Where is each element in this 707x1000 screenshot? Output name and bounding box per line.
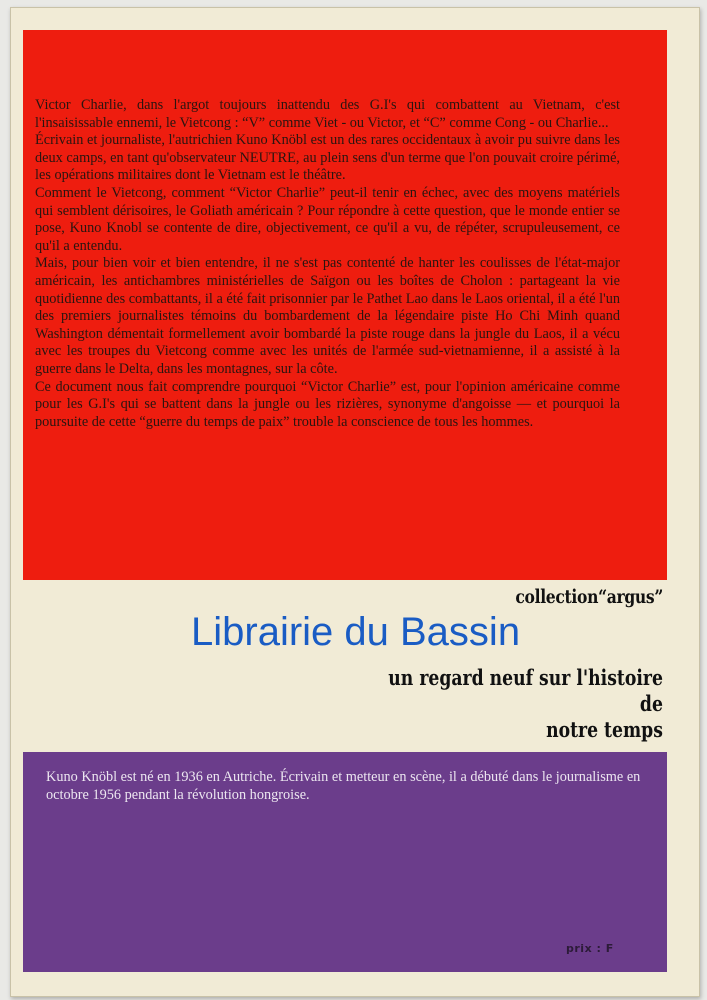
blurb-paragraph-1: Victor Charlie, dans l'argot toujours inattendu des G.I's qui combattent au Vietnam, c'est l'insaisissable ennemi, le Vietcong : “V” comme Viet - ou Victor, et “C” comme Cong - ou Charlie... bbox=[35, 97, 620, 131]
tagline-line-1: un regard neuf sur l'histoire bbox=[388, 665, 663, 690]
back-cover-blurb bbox=[35, 97, 620, 431]
tagline-line-2: de bbox=[640, 691, 663, 716]
collection-name: collection“argus” bbox=[515, 586, 663, 608]
blurb-paragraph-3: Comment le Vietcong, comment “Victor Charlie” peut-il tenir en échec, avec des moyens matériels qui semblent dérisoires, le Goliath américain ? Pour répondre à cette question, que le monde entier se pose, Kuno Knobl se contente de dire, objectivement, ce qu'il a vu, de répéter, scrupuleusement, ce qu'il a entendu. bbox=[35, 184, 620, 254]
blurb-paragraph-2: Écrivain et journaliste, l'autrichien Kuno Knöbl est un des rares occidentaux à avoir pu suivre dans les deux camps, en tant qu'observateur NEUTRE, au plein sens d'un terme que l'on pouvait croire périmé, les opérations militaires dont le Vietnam est le théâtre. bbox=[35, 132, 620, 184]
blurb-paragraph-4: Mais, pour bien voir et bien entendre, il ne s'est pas contenté de hanter les coulisses de l'état-major américain, les antichambres ministérielles de Saïgon ou les boîtes de Cholon : partageant la vie quotidienne des combattants, il a été fait prisonnier par le Pathet Lao dans le Laos oriental, il a été l'un des premiers journalistes témoins du bombardement de la légendaire piste Ho Chi Minh quand Washington démentait formellement avoir bombardé la piste rouge dans la jungle du Laos, il a vécu avec les troupes du Vietcong comme avec les unités de l'armée sud-vietnamienne, il a assisté à la guerre dans le Delta, dans les montagnes, sur la côte. bbox=[35, 255, 620, 377]
price-label: prix : F bbox=[566, 942, 614, 955]
tagline-line-3: notre temps bbox=[546, 717, 663, 742]
bookseller-watermark: Librairie du Bassin bbox=[191, 610, 521, 654]
collection-tagline bbox=[388, 665, 663, 743]
author-bio: Kuno Knöbl est né en 1936 en Autriche. Écrivain et metteur en scène, il a débuté dans le journalisme en octobre 1956 pendant la révolution hongroise. bbox=[46, 769, 641, 803]
blurb-paragraph-5: Ce document nous fait comprendre pourquoi “Victor Charlie” est, pour l'opinion américaine comme pour les G.I's qui se battent dans la jungle ou les rizières, synonyme d'angoisse — et pourquoi la poursuite de cette “guerre du temps de paix” trouble la conscience de tous les hommes. bbox=[35, 378, 620, 430]
